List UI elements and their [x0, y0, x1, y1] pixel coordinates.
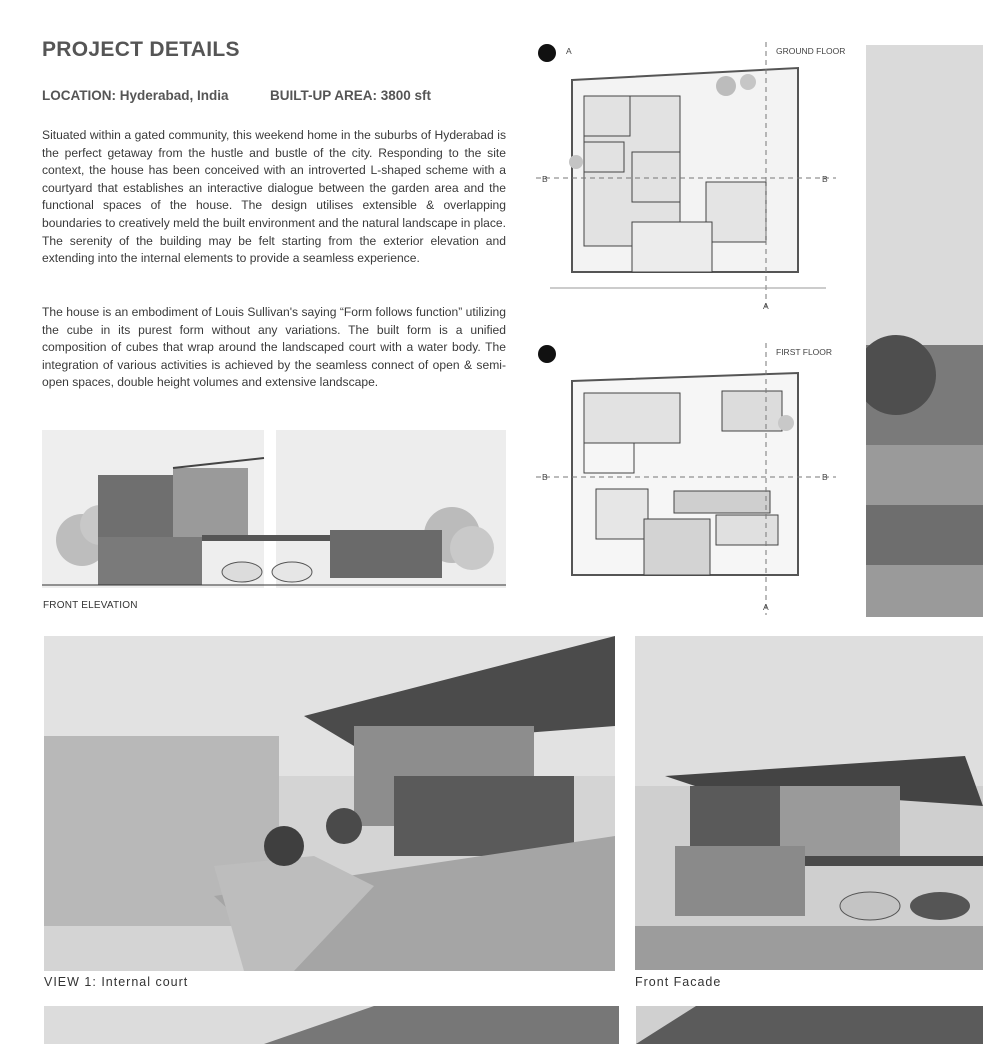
plan-marker-b-right: B [822, 174, 828, 184]
plan-marker-b-right-ff: B [822, 472, 828, 482]
description-paragraph-2: The house is an embodiment of Louis Sullivan's saying “Form follows function” utilizing the cube in its purest form without any variations. The built form is a unified composition of cubes that wrap around the landscaped court with a water body. The integration of various activities is achieved by the seamless connect of open & semi-open spaces, double height volumes and extensive landscape. [42, 305, 506, 390]
view1-caption: VIEW 1: Internal court [44, 975, 189, 989]
plan-marker-b-left-ff: B [542, 472, 548, 482]
built-up-area-label: BUILT-UP AREA: 3800 sft [270, 88, 432, 103]
plan-marker-a-bottom-ff: A [763, 602, 769, 612]
location-label: LOCATION: Hyderabad, India [42, 88, 229, 103]
plan-marker-a-bottom: A [763, 301, 769, 311]
plan-marker-b-left: B [542, 174, 548, 184]
ground-floor-plan [536, 42, 846, 312]
first-floor-plan [536, 343, 846, 615]
render-bottom-left [44, 1006, 619, 1044]
front-elevation-drawing [42, 430, 506, 588]
page-title: PROJECT DETAILS [42, 38, 240, 61]
exterior-photo-cropped [866, 45, 983, 617]
internal-court-render [44, 636, 615, 971]
plan-marker-a-top: A [566, 46, 572, 56]
description-paragraph-1: Situated within a gated community, this weekend home in the suburbs of Hyderabad is the perfect getaway from the hustle and bustle of the city. Responding to the site context, the house has been conceived with an introverted L-shaped scheme with a courtyard that establishes an interactive dialogue between the garden area and the functional spaces of the house. The design utilises extensible & overlapping boundaries to creatively meld the built environment and the natural landscape in place. The serenity of the building may be felt starting from the exterior elevation and extending into the internal elements to provide a seamless experience. [42, 128, 506, 266]
first-floor-label: FIRST FLOOR [776, 347, 833, 357]
front-facade-render [635, 636, 983, 970]
render-bottom-right [636, 1006, 983, 1044]
ground-floor-label: GROUND FLOOR [776, 46, 846, 56]
elevation-caption: FRONT ELEVATION [43, 600, 138, 611]
facade-caption: Front Facade [635, 975, 722, 989]
